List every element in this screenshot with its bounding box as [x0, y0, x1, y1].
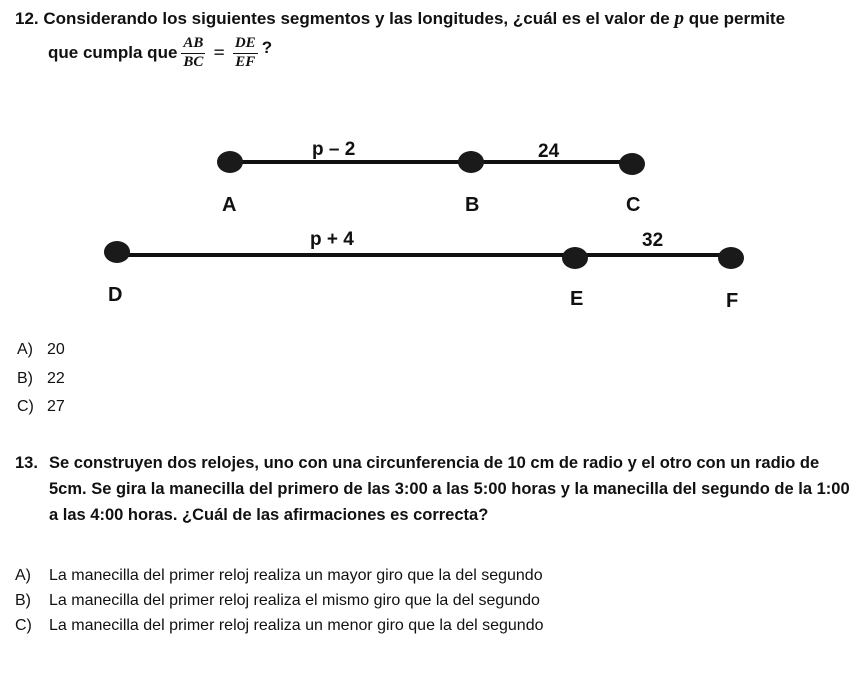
equals-sign: = — [213, 41, 225, 64]
q13-prompt — [15, 450, 855, 528]
fraction-numerator: DE — [233, 36, 258, 54]
point-c-label: C — [626, 194, 641, 216]
option-text: La manecilla del primer reloj realiza un menor giro que la del segundo — [49, 617, 544, 634]
point-b-label: B — [465, 194, 480, 216]
q12-variable-p: p — [674, 8, 684, 29]
q12-number: 12. — [15, 9, 39, 28]
point-e-label: E — [570, 288, 584, 310]
q12-text: Considerando los siguientes segmentos y las longitudes, ¿cuál es el valor de — [43, 9, 670, 28]
option-text: 22 — [47, 370, 65, 387]
question-mark: ? — [261, 38, 273, 57]
segment-ef-label: 32 — [642, 230, 664, 251]
q13-option-a[interactable] — [15, 563, 544, 588]
point-e-dot — [562, 247, 588, 269]
option-text: 27 — [47, 398, 65, 415]
q12-text-end: que permite — [688, 9, 786, 28]
q13-option-b[interactable] — [15, 588, 544, 613]
q13-option-c[interactable] — [15, 613, 544, 638]
q13-options — [15, 563, 544, 638]
segment-ab-label: p – 2 — [312, 139, 356, 160]
option-letter: C) — [17, 398, 34, 415]
point-f-label: F — [726, 290, 739, 312]
q13-text: Se construyen dos relojes, uno con una circunferencia de 10 cm de radio y el otro con un radio de 5cm. Se gira la manecilla del primero de las 3:00 a las 5:00 horas y la manecilla del segundo de la 1:00 a las 4:00 horas. ¿Cuál de las afirmaciones es correcta? — [49, 454, 850, 524]
option-text: 20 — [47, 341, 65, 358]
point-d-label: D — [108, 284, 123, 306]
point-a-label: A — [222, 194, 237, 216]
segment-de-label: p + 4 — [310, 229, 354, 250]
segment-bc-label: 24 — [538, 141, 560, 162]
option-letter: A) — [15, 567, 31, 584]
fraction-denominator: EF — [235, 53, 256, 70]
option-text: La manecilla del primer reloj realiza el mismo giro que la del segundo — [49, 592, 540, 609]
point-d-dot — [104, 241, 130, 263]
fraction-denominator: BC — [183, 53, 204, 70]
option-text: La manecilla del primer reloj realiza un mayor giro que la del segundo — [49, 567, 543, 584]
point-f-dot — [718, 247, 744, 269]
option-letter: C) — [15, 617, 32, 634]
q12-option-c[interactable] — [17, 398, 65, 416]
option-letter: B) — [17, 370, 33, 387]
q13-number: 13. — [15, 454, 38, 472]
option-letter: A) — [17, 341, 33, 358]
point-b-dot — [458, 151, 484, 173]
q12-text-line2: que cumpla que — [48, 43, 178, 63]
fraction-numerator: AB — [181, 36, 205, 54]
option-letter: B) — [15, 592, 31, 609]
point-c-dot — [619, 153, 645, 175]
point-a-dot — [217, 151, 243, 173]
q12-option-b[interactable] — [17, 370, 65, 388]
q12-option-a[interactable] — [17, 341, 65, 359]
